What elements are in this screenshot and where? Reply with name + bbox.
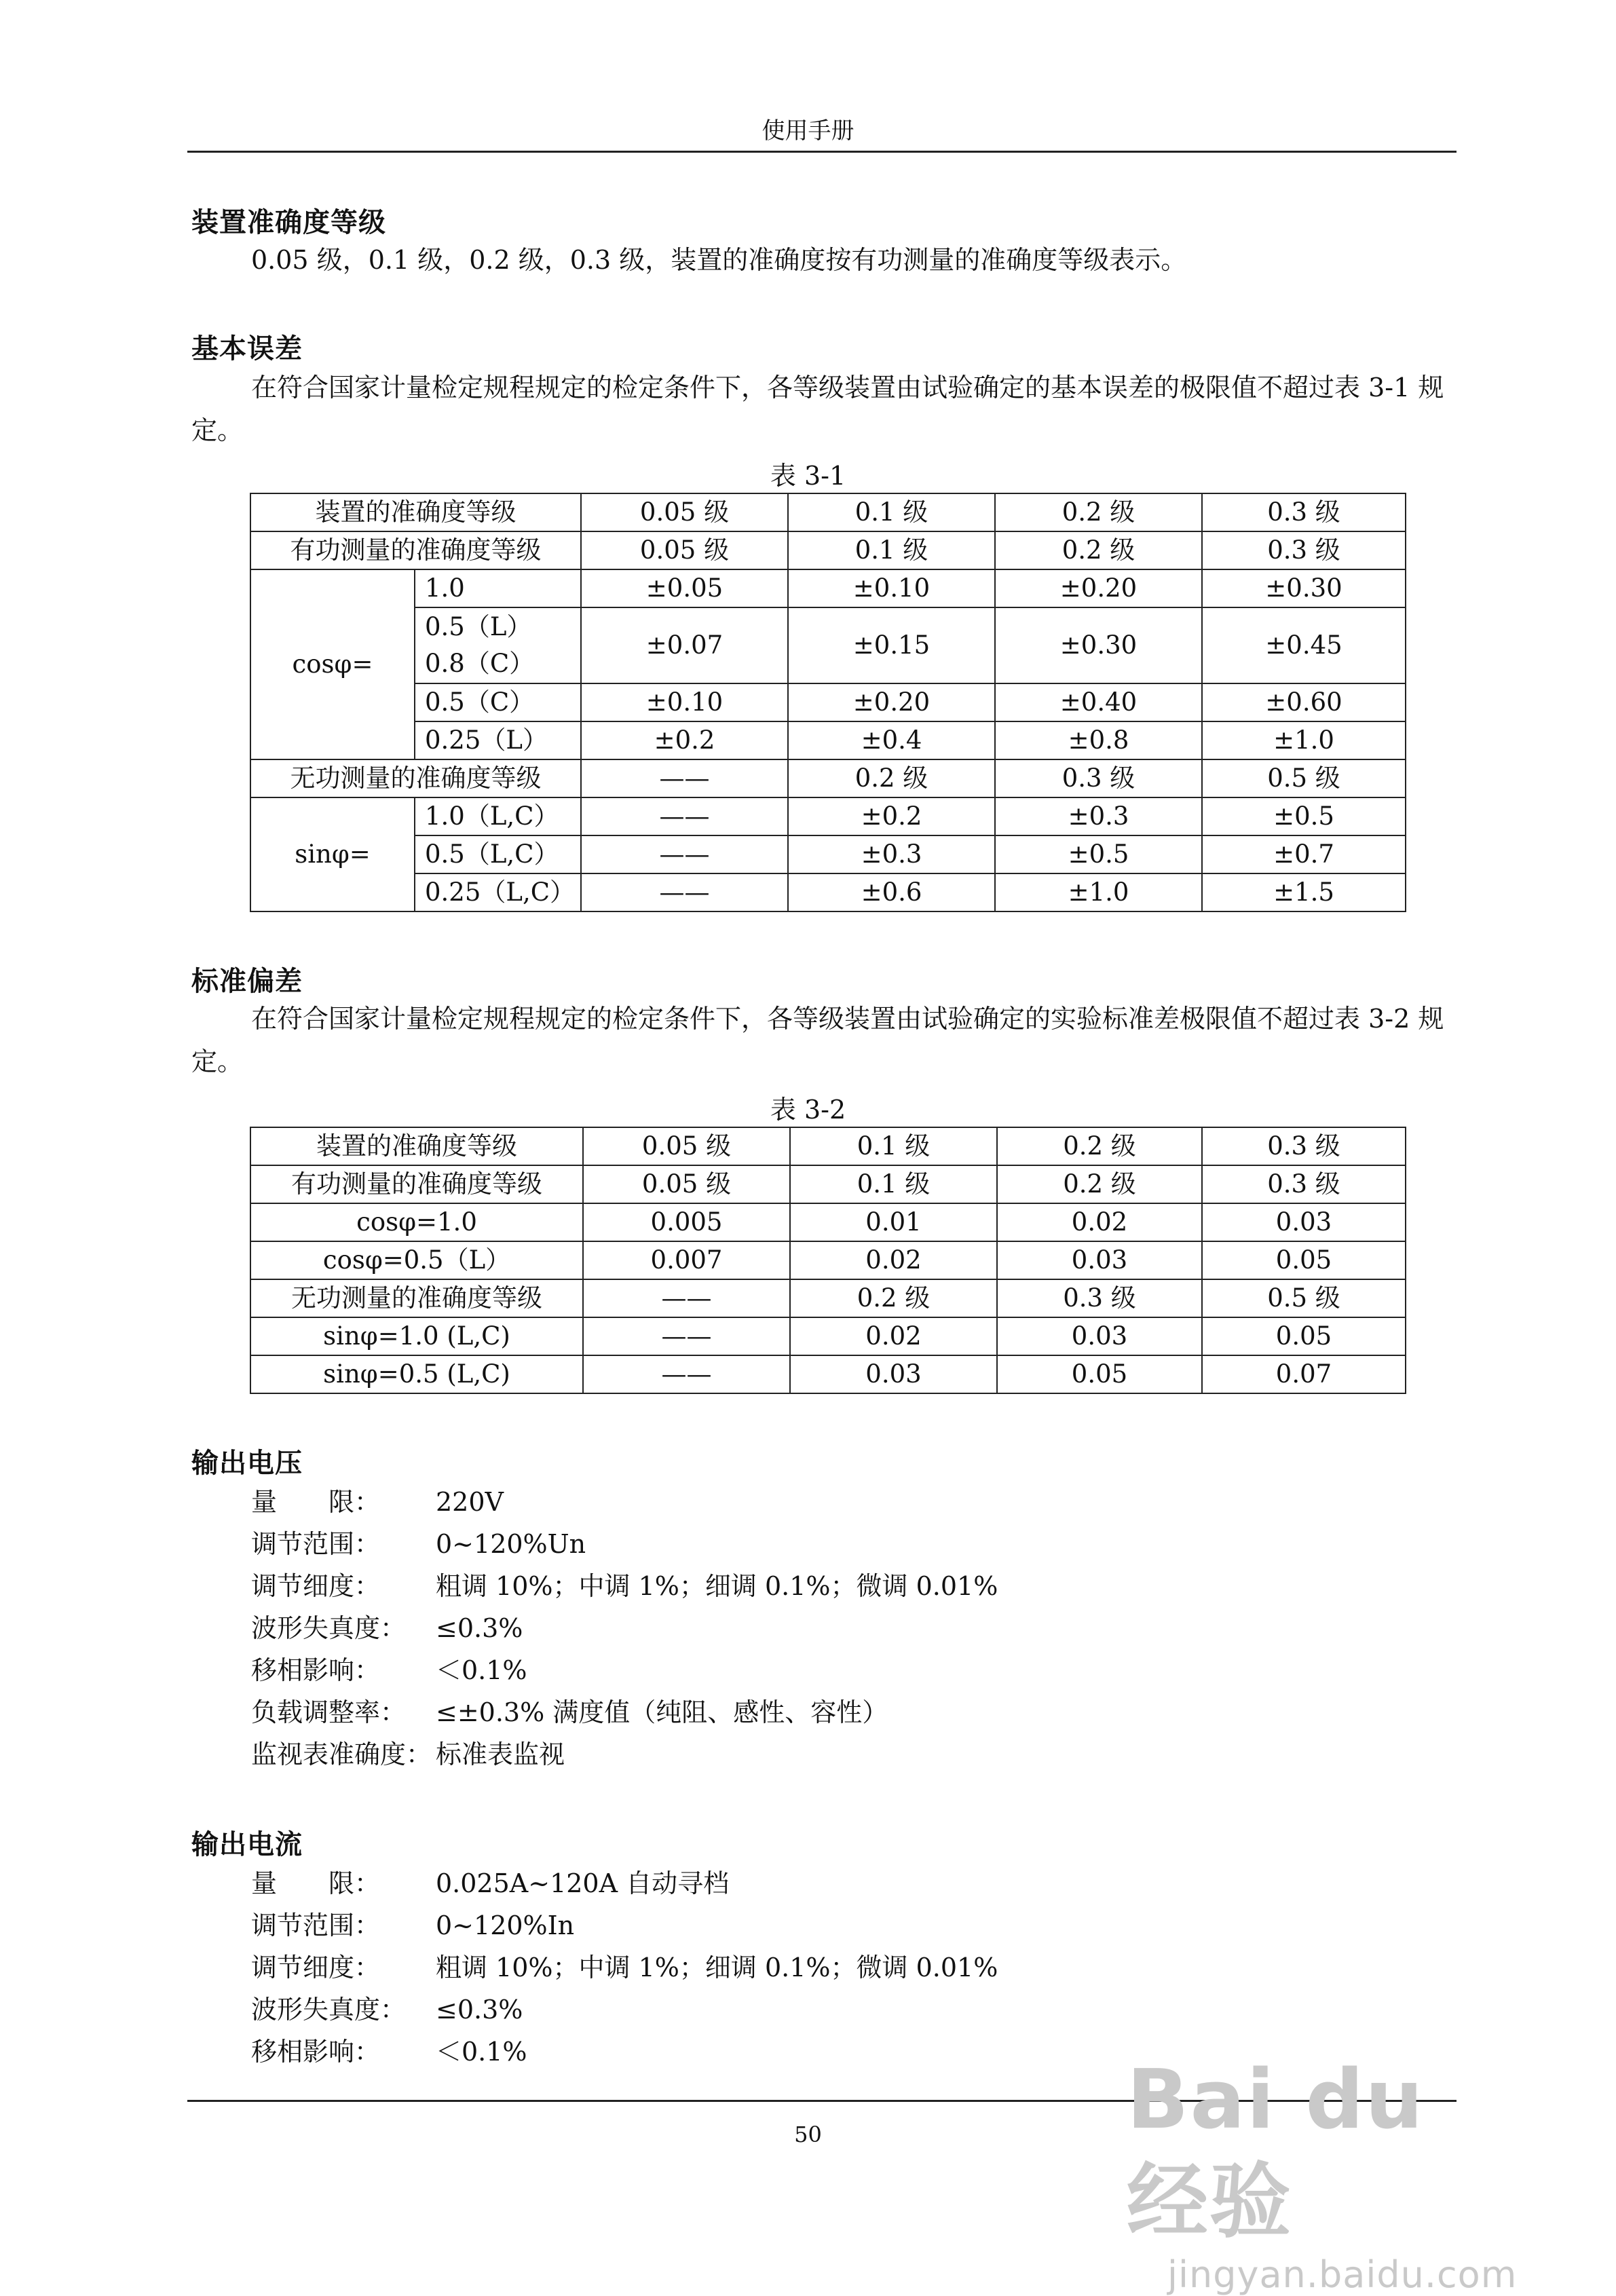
table-cell: 0.3 级	[1202, 1165, 1406, 1203]
table-cell: 0.2 级	[790, 1279, 997, 1317]
section-title-output-current: 输出电流	[191, 1828, 303, 1860]
table-cell: ±0.2	[788, 797, 995, 835]
table-cell: 0.05 级	[583, 1127, 790, 1165]
row-group-label-sin: sinφ=	[250, 797, 415, 911]
table-cell: 0.2 级	[788, 759, 995, 797]
spec-value: ≤±0.3% 满度值（纯阻、感性、容性）	[436, 1697, 888, 1727]
table-3-2-body	[250, 1127, 1406, 1393]
table-row	[250, 1241, 1406, 1279]
table-cell: 0.1 级	[790, 1127, 997, 1165]
watermark-url: jingyan.baidu.com	[1167, 2253, 1518, 2296]
spec-row	[251, 1649, 527, 1691]
table-cell: 0.02	[790, 1241, 997, 1279]
spec-label: 调节范围：	[251, 1529, 381, 1559]
row-group-label-cos: cosφ=	[250, 569, 415, 759]
spec-row	[251, 1733, 565, 1775]
table-cell: 0.5 级	[1202, 1279, 1406, 1317]
table-cell: 0.05 级	[581, 493, 788, 531]
spec-label: 负载调整率：	[251, 1697, 407, 1727]
spec-row	[251, 1989, 523, 2031]
table-cell: ±0.6	[788, 873, 995, 911]
table-cell: ±0.45	[1202, 607, 1406, 683]
table-cell: ±0.7	[1202, 835, 1406, 873]
spec-row	[251, 1904, 574, 1946]
spec-label: 监视表准确度：	[251, 1739, 432, 1769]
watermark-brand: Bai du 经验	[1127, 2053, 1425, 2249]
table-cell: 有功测量的准确度等级	[250, 531, 581, 569]
table-cell: ±0.20	[995, 569, 1202, 607]
table-row	[250, 683, 1406, 721]
table-cell: 0.3 级	[1202, 1127, 1406, 1165]
spec-value: 粗调 10%；中调 1%；细调 0.1%；微调 0.01%	[436, 1571, 998, 1601]
table-cell	[415, 607, 581, 683]
table-cell: ±0.30	[1202, 569, 1406, 607]
table-caption-3-1: 表 3-1	[770, 461, 846, 491]
table-cell: ——	[581, 873, 788, 911]
table-cell: 装置的准确度等级	[250, 1127, 583, 1165]
table-row	[250, 1127, 1406, 1165]
table-cell: 0.02	[997, 1203, 1202, 1241]
table-cell: 0.1 级	[788, 493, 995, 531]
header-title: 使用手册	[762, 117, 854, 145]
paragraph-accuracy: 0.05 级，0.1 级，0.2 级，0.3 级，装置的准确度按有功测量的准确度等级表示。	[251, 245, 1187, 275]
factor-line: 0.8（C）	[425, 649, 535, 678]
table-row	[250, 873, 1406, 911]
spec-label: 移相影响：	[251, 1655, 381, 1685]
table-cell: 0.3 级	[1202, 531, 1406, 569]
table-cell: ±0.10	[788, 569, 995, 607]
table-cell: ——	[581, 797, 788, 835]
table-cell: ±0.8	[995, 721, 1202, 759]
table-cell: ——	[581, 835, 788, 873]
table-cell: 装置的准确度等级	[250, 493, 581, 531]
table-cell: ±0.5	[995, 835, 1202, 873]
page-number: 50	[794, 2122, 822, 2147]
table-cell: 0.5（C）	[415, 683, 581, 721]
table-cell: ——	[583, 1279, 790, 1317]
spec-row	[251, 1565, 998, 1607]
table-cell: 0.1 级	[790, 1165, 997, 1203]
table-row	[250, 797, 1406, 835]
table-cell: 0.5 级	[1202, 759, 1406, 797]
spec-value: 粗调 10%；中调 1%；细调 0.1%；微调 0.01%	[436, 1953, 998, 1982]
watermark-logo	[1127, 2050, 1518, 2296]
spec-label: 量 限：	[251, 1487, 381, 1517]
spec-label: 波形失真度：	[251, 1613, 407, 1643]
paragraph-std-dev: 在符合国家计量检定规程规定的检定条件下，各等级装置由试验确定的实验标准差极限值不超过表 3-2 规定。	[191, 1004, 1444, 1076]
table-cell: ±0.60	[1202, 683, 1406, 721]
table-cell: ±1.5	[1202, 873, 1406, 911]
table-cell: 0.05	[1202, 1317, 1406, 1355]
table-cell: 0.2 级	[997, 1165, 1202, 1203]
table-cell: 0.03	[997, 1317, 1202, 1355]
table-cell: ±0.4	[788, 721, 995, 759]
table-row	[250, 569, 1406, 607]
spec-value: 0~120%Un	[436, 1529, 586, 1559]
spec-value: 0~120%In	[436, 1911, 575, 1940]
table-cell: 0.03	[997, 1241, 1202, 1279]
table-cell: 0.01	[790, 1203, 997, 1241]
table-cell: 0.2 级	[997, 1127, 1202, 1165]
table-row	[250, 835, 1406, 873]
table-cell: ±0.40	[995, 683, 1202, 721]
spec-label: 量 限：	[251, 1868, 381, 1898]
table-cell: ±0.3	[995, 797, 1202, 835]
table-cell: 0.3 级	[995, 759, 1202, 797]
table-cell: ±0.30	[995, 607, 1202, 683]
table-cell: 0.007	[583, 1241, 790, 1279]
spec-value: 标准表监视	[436, 1739, 565, 1769]
spec-value: ＜0.1%	[436, 1655, 527, 1685]
spec-row	[251, 2031, 527, 2073]
table-cell: ±0.3	[788, 835, 995, 873]
table-cell: 0.05 级	[581, 531, 788, 569]
spec-row	[251, 1862, 729, 1904]
table-cell: 0.05	[997, 1355, 1202, 1393]
table-cell: ±0.15	[788, 607, 995, 683]
table-cell: 0.1 级	[788, 531, 995, 569]
section-title-basic-error: 基本误差	[191, 333, 303, 364]
table-row	[250, 1355, 1406, 1393]
table-cell: 0.005	[583, 1203, 790, 1241]
spec-label: 调节细度：	[251, 1571, 381, 1601]
spec-row	[251, 1523, 586, 1565]
table-cell: 0.25（L）	[415, 721, 581, 759]
paragraph-basic-error: 在符合国家计量检定规程规定的检定条件下，各等级装置由试验确定的基本误差的极限值不超过表 3-1 规定。	[191, 373, 1444, 445]
spec-value: 0.025A~120A 自动寻档	[436, 1868, 730, 1898]
table-row	[250, 607, 1406, 683]
table-cell: ±0.20	[788, 683, 995, 721]
section-title-accuracy: 装置准确度等级	[191, 206, 386, 238]
spec-row	[251, 1946, 998, 1989]
table-cell: 0.05	[1202, 1241, 1406, 1279]
table-row	[250, 531, 1406, 569]
table-cell: 0.2 级	[995, 531, 1202, 569]
table-cell: ——	[583, 1317, 790, 1355]
table-cell: 0.03	[1202, 1203, 1406, 1241]
spec-value: ＜0.1%	[436, 2037, 527, 2067]
table-cell: ±1.0	[1202, 721, 1406, 759]
table-row	[250, 1317, 1406, 1355]
section-title-output-voltage: 输出电压	[191, 1447, 303, 1479]
spec-label: 调节细度：	[251, 1953, 381, 1982]
table-cell: ±0.2	[581, 721, 788, 759]
table-caption-3-2: 表 3-2	[770, 1095, 846, 1125]
spec-value: 220V	[436, 1487, 504, 1517]
header-rule	[187, 151, 1457, 153]
table-cell: cosφ=1.0	[250, 1203, 583, 1241]
table-cell: 0.03	[790, 1355, 997, 1393]
table-cell: 0.07	[1202, 1355, 1406, 1393]
table-row	[250, 493, 1406, 531]
table-cell: sinφ=1.0 (L,C)	[250, 1317, 583, 1355]
section-title-std-dev: 标准偏差	[191, 965, 303, 997]
table-cell: ±0.5	[1202, 797, 1406, 835]
spec-label: 波形失真度：	[251, 1995, 407, 2025]
table-cell: 1.0	[415, 569, 581, 607]
table-cell: ±0.07	[581, 607, 788, 683]
spec-row	[251, 1691, 888, 1733]
spec-label: 调节范围：	[251, 1911, 381, 1940]
table-cell: 0.2 级	[995, 493, 1202, 531]
table-cell: 无功测量的准确度等级	[250, 759, 581, 797]
table-cell: 有功测量的准确度等级	[250, 1165, 583, 1203]
table-cell: ——	[583, 1355, 790, 1393]
table-cell: 0.3 级	[1202, 493, 1406, 531]
table-cell: 0.02	[790, 1317, 997, 1355]
spec-row	[251, 1481, 504, 1523]
table-row	[250, 759, 1406, 797]
table-3-2	[250, 1127, 1406, 1394]
table-cell: 0.3 级	[997, 1279, 1202, 1317]
table-cell: 1.0（L,C）	[415, 797, 581, 835]
table-cell: 0.25（L,C）	[415, 873, 581, 911]
spec-value: ≤0.3%	[436, 1613, 523, 1643]
table-cell: 无功测量的准确度等级	[250, 1279, 583, 1317]
table-cell: 0.05 级	[583, 1165, 790, 1203]
table-row	[250, 721, 1406, 759]
table-cell: ±0.05	[581, 569, 788, 607]
table-row	[250, 1279, 1406, 1317]
table-cell: sinφ=0.5 (L,C)	[250, 1355, 583, 1393]
table-row	[250, 1165, 1406, 1203]
factor-line: 0.5（L）	[425, 612, 532, 641]
table-cell: ±0.10	[581, 683, 788, 721]
spec-label: 移相影响：	[251, 2037, 381, 2067]
spec-value: ≤0.3%	[436, 1995, 523, 2025]
table-cell: ±1.0	[995, 873, 1202, 911]
table-cell: 0.5（L,C）	[415, 835, 581, 873]
table-cell: ——	[581, 759, 788, 797]
table-row	[250, 1203, 1406, 1241]
table-3-1	[250, 493, 1406, 912]
spec-row	[251, 1607, 523, 1649]
table-cell: cosφ=0.5（L）	[250, 1241, 583, 1279]
